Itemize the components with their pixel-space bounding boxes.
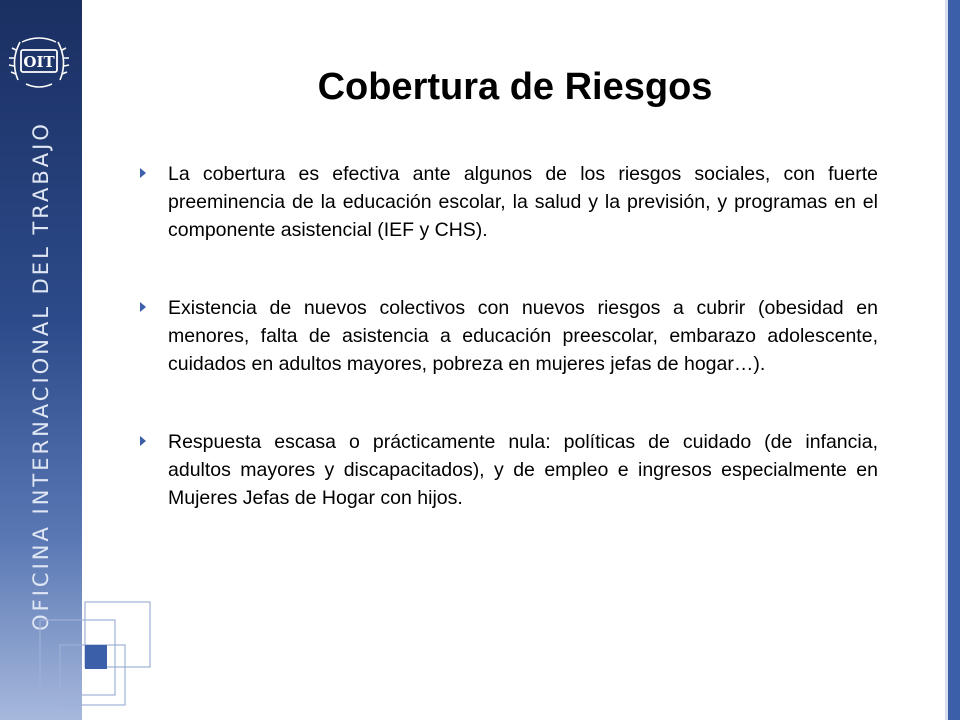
slide-title: Cobertura de Riesgos [317,66,713,108]
bullet-text: La cobertura es efectiva ante algunos de los riesgos sociales, con fuerte preeminencia de la educación escolar, la salud y la previsión, y programas en el componente asistencial (IEF y CHS). [168,163,878,241]
bullet-item [140,428,878,512]
bullet-item [140,294,878,378]
triangle-bullet-icon [140,436,146,446]
bullet-text: Existencia de nuevos colectivos con nuevos riesgos a cubrir (obesidad en menores, falta de asistencia a educación preescolar, embarazo adolescente, cuidados en adultos mayores, pobreza en mujeres jefas de hogar…). [168,297,878,375]
logo-text: OIT [23,53,55,71]
bullet-text: Respuesta escasa o prácticamente nula: políticas de cuidado (de infancia, adultos mayores y discapacitados), y de empleo e ingresos especialmente en Mujeres Jefas de Hogar con hijos. [168,431,878,509]
bullet-item [140,160,878,244]
right-accent-bar [948,0,960,720]
oit-logo-icon [6,28,72,94]
triangle-bullet-icon [140,168,146,178]
org-name-vertical: OFICINA INTERNACIONAL DEL TRABAJO [29,121,53,631]
decorative-squares [30,600,160,710]
bullet-list [140,160,878,562]
triangle-bullet-icon [140,302,146,312]
